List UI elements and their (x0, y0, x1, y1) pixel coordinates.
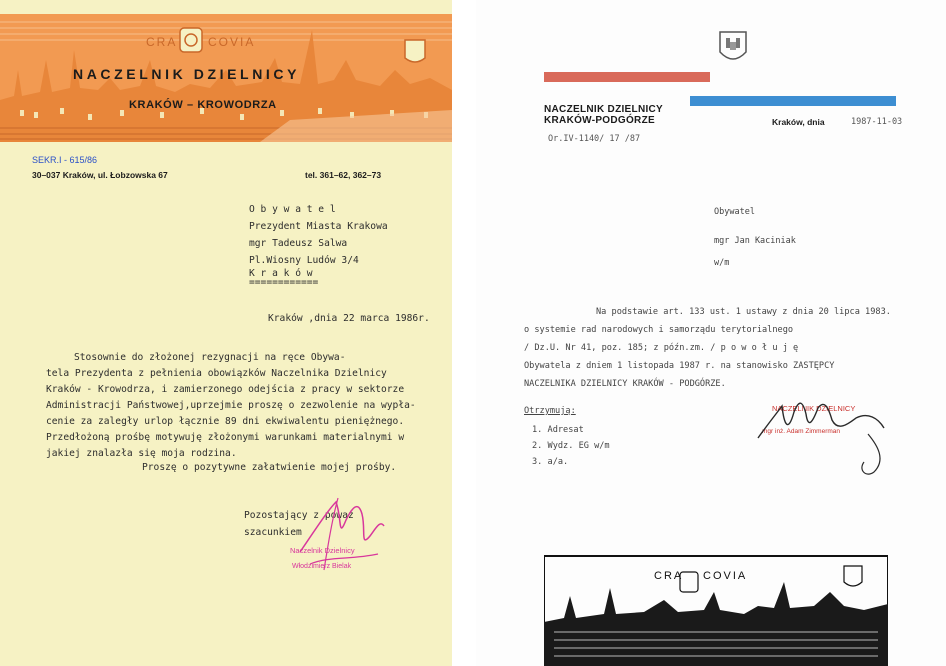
crest-text-left: CRA (146, 35, 178, 49)
recipient-line1: Obywatel (714, 207, 755, 217)
stamp-name: Włodzimierz Bielak (292, 563, 352, 570)
heading-line2: KRAKÓW – KROWODRZA (129, 99, 277, 111)
sender-phone: tel. 361–62, 362–73 (305, 170, 382, 180)
recipient-line3: mgr Tadeusz Salwa (249, 238, 348, 249)
heading-line2: KRAKÓW-PODGÓRZE (544, 115, 655, 126)
body-line: jakiej znalazła się moja rodzina. (46, 448, 237, 459)
reference-number: SEKR.I - 615/86 (32, 155, 98, 165)
date-label: Kraków, dnia (772, 117, 825, 127)
recipient-underline: ============ (249, 277, 319, 288)
recipient-line4: Pl.Wiosny Ludów 3/4 (249, 255, 359, 266)
closing-line2: szacunkiem (244, 527, 302, 538)
date-line: Kraków ,dnia 22 marca 1986r. (268, 313, 430, 324)
body-line: Na podstawie art. 133 ust. 1 ustawy z dnia 20 lipca 1983. (596, 307, 891, 317)
heading-line1: NACZELNIK DZIELNICY (73, 66, 301, 82)
body-line: Obywatela z dniem 1 listopada 1987 r. na stanowisko ZASTĘPCY (524, 361, 835, 371)
recipient-line2: Prezydent Miasta Krakowa (249, 221, 388, 232)
stamp-title: Naczelnik Dzielnicy (290, 546, 355, 555)
crest-text-left: CRA (654, 570, 684, 582)
date-value: 1987-11-03 (851, 117, 903, 127)
receiver-item: 2. Wydz. EG w/m (532, 441, 610, 451)
right-letter (476, 0, 946, 666)
heading-line1: NACZELNIK DZIELNICY (544, 104, 664, 115)
blue-bar (690, 96, 896, 106)
body-line: Kraków - Krowodrza, i zamierzonego odejścia z pracy w sektorze (46, 384, 405, 395)
handwritten-signature (280, 490, 390, 580)
stamp-name: mgr inż. Adam Zimmerman (762, 428, 841, 435)
body-line: / Dz.U. Nr 41, poz. 185; z późn.zm. / p o w o ł u j ę (524, 343, 799, 353)
recipient-line3: w/m (714, 258, 730, 268)
body-line: Stosownie do złożonej rezygnacji na ręce Obywa- (74, 352, 346, 363)
recipient-line5: K r a k ó w (249, 268, 313, 279)
recipient-line1: O b y w a t e l (249, 204, 336, 215)
recipient-line2: mgr Jan Kaciniak (714, 236, 796, 246)
stamp-title: NACZELNIK DZIELNICY (772, 404, 856, 413)
crest-text-right: COVIA (703, 570, 748, 582)
receiver-item: 1. Adresat (532, 425, 584, 435)
sender-address: 30–037 Kraków, ul. Łobzowska 67 (32, 170, 168, 180)
body-line: cenie za zaległy urlop łącznie 89 dni ekwiwalentu pieniężnego. (46, 416, 405, 427)
handwritten-signature (748, 384, 908, 480)
krakow-crest-icon (716, 28, 750, 68)
receivers-label: Otrzymują: (524, 406, 576, 416)
reference-number: Or.IV-1140/ 17 /87 (548, 134, 641, 144)
closing-request: Proszę o pozytywne załatwienie mojej prośby. (142, 462, 397, 473)
body-line: tela Prezydenta z pełnienia obowiązków Naczelnika Dzielnicy (46, 368, 387, 379)
closing-line1: Pozostający z poważ (244, 510, 354, 521)
body-line: Administracji Państwowej,uprzejmie proszę o zezwolenie na wypła- (46, 400, 416, 411)
receiver-item: 3. a/a. (532, 457, 569, 467)
body-line: Przedłożoną prośbę motywuję złożonymi warunkami materialnymi w (46, 432, 405, 443)
body-line: o systemie rad narodowych i samorządu terytorialnego (524, 325, 794, 335)
body-line: NACZELNIKA DZIELNICY KRAKÓW - PODGÓRZE. (524, 379, 726, 389)
red-bar (544, 72, 710, 82)
left-letter (0, 0, 452, 666)
crest-text-right: COVIA (208, 35, 256, 49)
